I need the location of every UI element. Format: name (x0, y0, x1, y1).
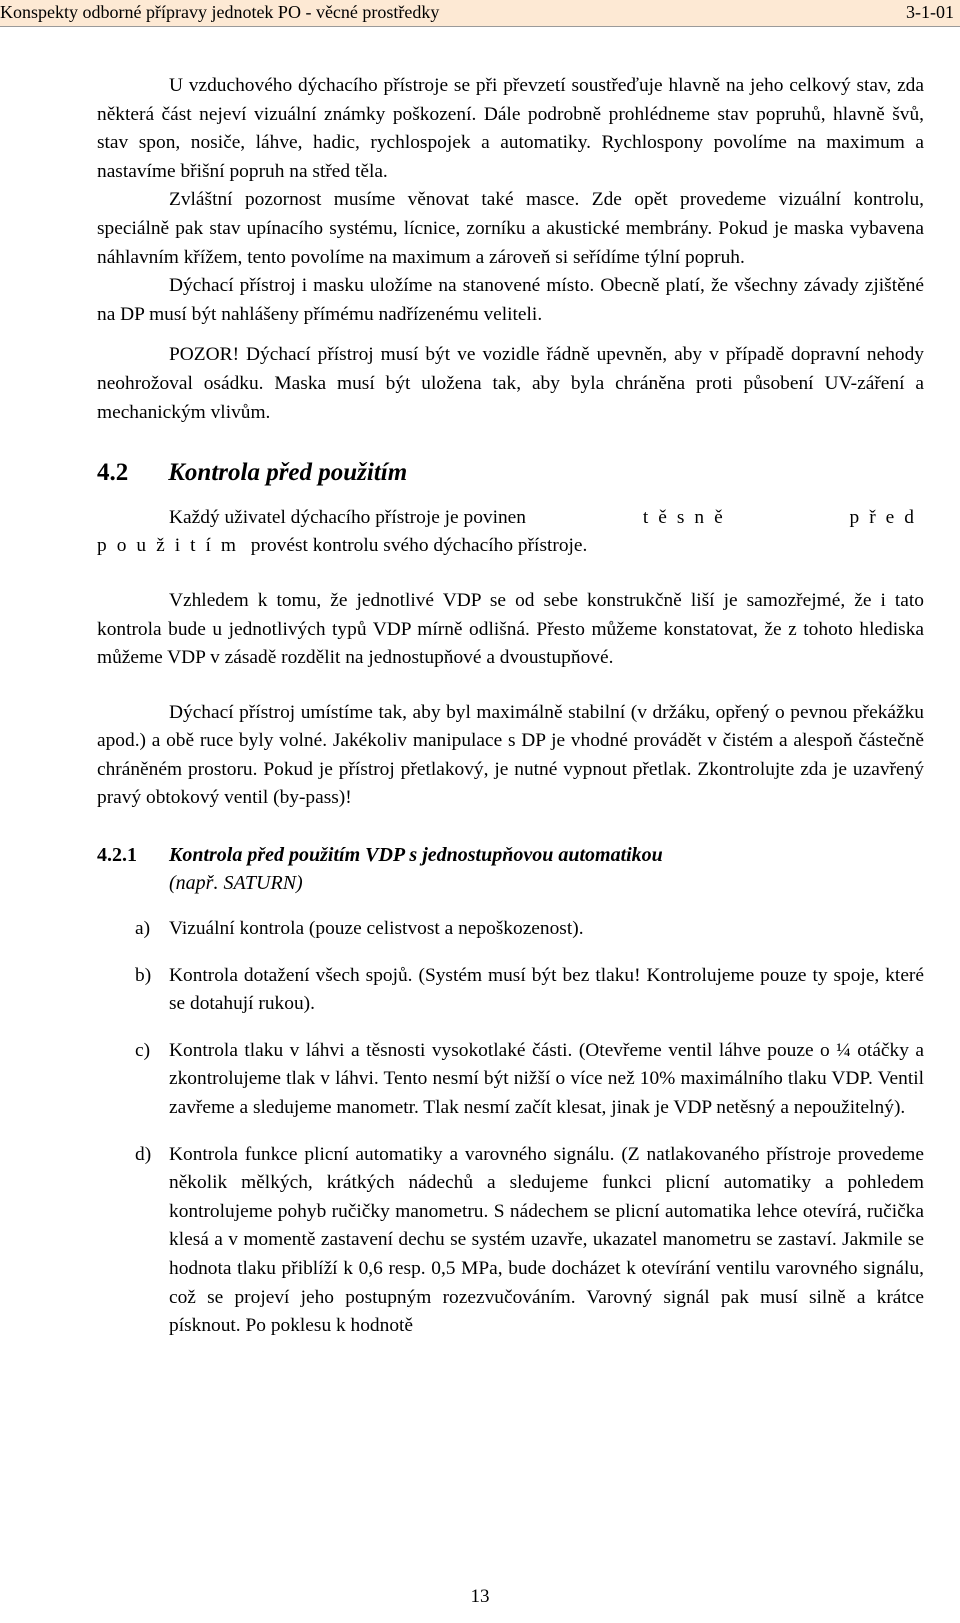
list-text: Vizuální kontrola (pouze celistvost a nepoškozenost). (169, 918, 584, 940)
list-marker: b) (135, 964, 152, 986)
paragraph: Dýchací přístroj i masku uložíme na stanovené místo. Obecně platí, že všechny závady zjištěné na DP musí být nahlášeny přímému nadřízenému veliteli. (97, 275, 924, 325)
subsection-title: Kontrola před použitím VDP s jednostupňovou automatikou (169, 844, 663, 867)
header-code: 3-1-01 (906, 2, 954, 22)
paragraph: Dýchací přístroj umístíme tak, aby byl maximálně stabilní (v držáku, opřený o pevnou překážku apod.) a obě ruce byly volné. Jakékoliv manipulace s DP je vhodné provádět v čistém a alespoň částečně chráněném prostoru. Pokud je přístroj přetlakový, je nutné vypnout přetlak. Zkontrolujte zda je uzavřený pravý obtokový ventil (by-pass)! (97, 701, 924, 809)
document-body (97, 72, 924, 1341)
list-marker: c) (135, 1039, 151, 1061)
list-text: Kontrola dotažení všech spojů. (Systém musí být bez tlaku! Kontrolujeme pouze ty spoje, které se dotahují rukou). (169, 964, 924, 1015)
list-text: Kontrola funkce plicní automatiky a varovného signálu. (Z natlakovaného přístroje provedeme několik mělkých, krátkých nádechů a sledujeme funkci plicní automatiky a pohledem kontrolujeme pohyb ručičky manometru. S nádechem se plicní automatika lehce otevírá, ručička klesá a v momentě zastavení dechu se systém uzavře, ukazatel manometru se zastaví. Jakmile se hodnota tlaku přiblíží k 0,6 resp. 0,5 MPa, bude docházet k otevírání ventilu varovného signálu, což se projeví jeho postupným rozezvučováním. Varovný signál pak musí silně a krátce písknout. Po poklesu k hodnotě (169, 1143, 924, 1337)
subsection-note: (např. SATURN) (169, 872, 303, 895)
header-title: Konspekty odborné přípravy jednotek PO - věcné prostředky (0, 2, 440, 22)
paragraph: Vzhledem k tomu, že jednotlivé VDP se od sebe konstrukčně liší je samozřejmé, že i tato kontrola bude u jednotlivých typů VDP mírně odlišná. Přesto můžeme konstatovat, že z tohoto hlediska můžeme VDP v zásadě rozdělit na jednostupňové a dvoustupňové. (97, 589, 924, 669)
intro-text-a: Každý uživatel dýchacího přístroje je povinen (169, 506, 526, 528)
list-marker: a) (135, 918, 151, 940)
list-text: Kontrola tlaku v láhvi a těsnosti vysokotlaké části. (Otevřeme ventil láhve pouze o ¼ otáčky a zkontrolujeme tlak v láhvi. Tento nesmí být nižší o více než 10% maximálního tlaku VDP. Ventil zavřeme a sledujeme manometr. Tlak nesmí začít klesat, jinak je VDP netěsný a nepoužitelný). (169, 1039, 924, 1119)
intro-text-b: provést kontrolu svého dýchacího přístroje. (250, 535, 588, 557)
list-item (97, 962, 924, 1019)
paragraph: Zvláštní pozornost musíme věnovat také masce. Zde opět provedeme vizuální kontrolu, speciálně pak stav upínacího systému, lícnice, zorníku a akustické membrány. Pokud je maska vybavena náhlavním křížem, tento povolíme na maximum a zároveň si seřídíme týlní popruh. (97, 189, 924, 268)
list-item (97, 915, 924, 944)
intro-emphasis-1: těsně (642, 506, 733, 528)
paragraph: U vzduchového dýchacího přístroje se při převzetí soustřeďuje hlavně na jeho celkový stav, zda některá část nejeví vizuální známky poškození. Dále podrobně prohlédneme stav popruhů, hlavně švů, stav spon, nosiče, láhve, hadic, rychlospojek a automatiky. Rychlospony povolíme na maximum a nastavíme břišní popruh na střed těla. (97, 75, 924, 182)
list-item (97, 1037, 924, 1123)
subsection-number: 4.2.1 (97, 844, 137, 867)
page-number: 13 (470, 1586, 490, 1607)
intro-paragraph (97, 504, 924, 561)
section-heading (97, 459, 924, 488)
intro-emphasis-2: před (849, 506, 924, 528)
section-number: 4.2 (97, 459, 129, 487)
page-header (0, 0, 960, 27)
paragraph-warning: POZOR! Dýchací přístroj musí být ve vozidle řádně upevněn, aby v případě dopravní nehody neohrožoval osádku. Maska musí být uložena tak, aby byla chráněna proti působení UV-záření a mechanickým vlivům. (97, 344, 924, 423)
list-item (97, 1141, 924, 1341)
subsection-heading (97, 841, 924, 897)
list-marker: d) (135, 1143, 152, 1165)
section-title: Kontrola před použitím (168, 459, 408, 487)
intro-emphasis-3: použitím (97, 535, 246, 557)
